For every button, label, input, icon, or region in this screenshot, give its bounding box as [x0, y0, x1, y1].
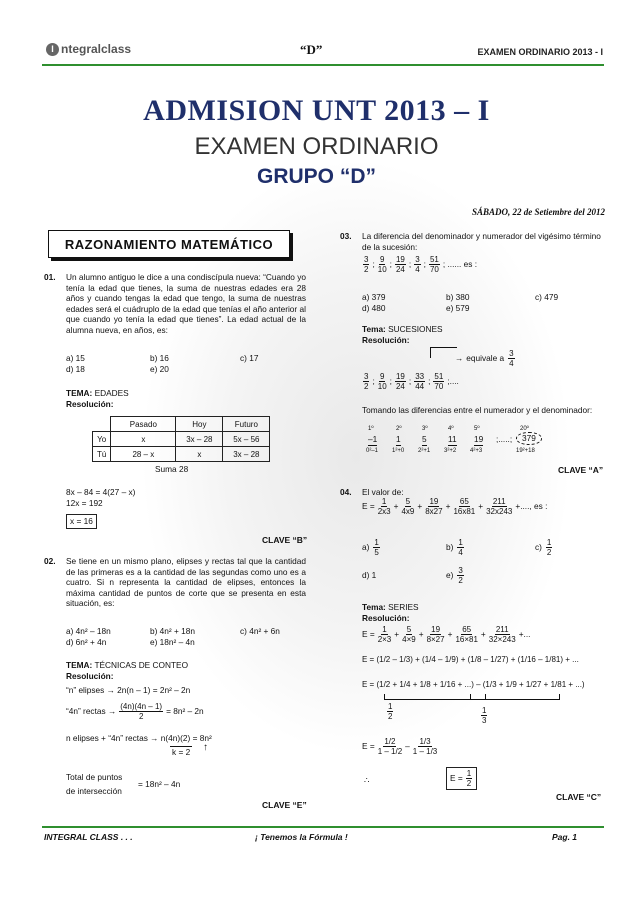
diff-ordinal: 20º: [520, 426, 529, 432]
table-head: Futuro: [223, 417, 270, 432]
q01-opt-b: b) 16: [150, 353, 169, 363]
q01-opt-a: a) 15: [66, 353, 85, 363]
q03-opt-b: b) 380: [446, 292, 470, 302]
q03-opt-c: c) 479: [535, 292, 559, 302]
table-cell: x: [176, 447, 223, 462]
diff-formula: 4²+3: [470, 448, 483, 454]
q02-opt-d: d) 6n² + 4n: [66, 637, 107, 647]
q04-opt-b: b) $\frac{1}{4}$: [446, 538, 463, 557]
q04-step3: E = (1/2 + 1/4 + 1/8 + 1/16 + ...) – (1/3 + 1/9 + 1/27 + 1/81 + ...): [362, 680, 585, 689]
q03-text: La diferencia del denominador y numerador del vigésimo término de la sucesión:: [362, 231, 601, 252]
q01-clave: CLAVE “B”: [262, 535, 308, 545]
q03-text2: Tomando las diferencias entre el numerador y el denominador:: [362, 405, 593, 415]
seq-end: ; ...... es :: [442, 259, 477, 270]
table-cell: x: [111, 432, 176, 447]
q03-sequence: $\frac{3}{2}$ ; $\frac{9}{10}$ ; $\frac{19}{24}$ ; $\frac{3}{4}$ ; $\frac{51}{70}$ ; ...... es :: [364, 255, 477, 274]
seq-term: $\frac{9}{10}$: [377, 255, 387, 274]
q03-differences: [366, 426, 606, 466]
q04-expression: E = $\frac{1}{2x3}$ + $\frac{5}{4x9}$ + $\frac{19}{8x27}$ + $\frac{65}{16x81}$ + $\frac{211}{32x243}$ +...., es :: [362, 497, 548, 516]
section-heading: RAZONAMIENTO MATEMÁTICO: [48, 230, 290, 258]
table-cell: 5x – 56: [223, 432, 270, 447]
series-term: $\frac{5}{4x9}$: [401, 497, 415, 516]
q02-line2-a: “4n” rectas →: [66, 706, 117, 717]
equiv-frac: $\frac{3}{4}$: [509, 349, 514, 368]
q01-opt-e: e) 20: [150, 364, 169, 374]
diff-ordinal: 1º: [368, 426, 374, 432]
diff-formula: 0²–1: [366, 448, 379, 454]
q01-eq2: 12x = 192: [66, 498, 103, 508]
q02-total1: Total de puntos: [66, 772, 123, 782]
integralclass-logo: [46, 42, 131, 56]
exam-date: SÁBADO, 22 de Setiembre del 2012: [472, 207, 605, 217]
seq-term: $\frac{9}{10}$: [377, 372, 387, 391]
q04-text: El valor de:: [362, 487, 404, 497]
diff-value: –1: [368, 434, 378, 444]
diff-formula: 1²+0: [392, 448, 405, 454]
q04-clave: CLAVE “C”: [556, 792, 602, 802]
q03-clave: CLAVE “A”: [558, 465, 604, 475]
q02-opt-b: b) 4n² + 18n: [150, 626, 195, 636]
subtitle: EXAMEN ORDINARIO: [194, 133, 439, 160]
seq-term: $\frac{33}{44}$: [415, 372, 425, 391]
q01-tema-label: TEMA:: [66, 388, 93, 398]
seq-term: $\frac{19}{24}$: [395, 255, 405, 274]
header-group: “D”: [300, 42, 323, 57]
seq-term: $\frac{3}{4}$: [415, 255, 420, 274]
q04-opt-d: d) 1: [362, 570, 377, 580]
header-rule: [42, 64, 604, 66]
up-arrow-icon: ↑: [203, 742, 208, 753]
seq-term: $\frac{51}{70}$: [429, 255, 439, 274]
diff-ordinal: 4º: [448, 426, 454, 432]
q02-tema: TÉCNICAS DE CONTEO: [94, 660, 189, 670]
diff-value: 1: [396, 434, 401, 444]
q03-resolucion: Resolución:: [362, 335, 410, 345]
diff-ordinal: 3º: [422, 426, 428, 432]
table-cell: 3x – 28: [223, 447, 270, 462]
geo-sum-half: $\frac{1}{2}$: [388, 702, 393, 721]
q04-opt-c: c) $\frac{1}{2}$: [535, 538, 552, 557]
q02-fraction: $\frac{(4n)(4n - 1)}{2}$: [120, 702, 163, 721]
series-term: $\frac{1}{2x3}$: [377, 497, 391, 516]
series-term: $\frac{65}{16x81}$: [453, 497, 476, 516]
logo-mark-icon: I: [46, 43, 59, 56]
q02-k: k = 2: [172, 747, 191, 757]
table-cell: Tú: [93, 447, 111, 462]
q03-opt-d: d) 480: [362, 303, 386, 313]
q02-line3: n elipses + “4n” rectas → n(4n)(2) = 8n²: [66, 733, 212, 743]
q01-eq1: 8x – 84 = 4(27 – x): [66, 487, 136, 497]
q01-opt-d: d) 18: [66, 364, 85, 374]
main-title: ADMISION UNT 2013 – I: [143, 94, 490, 127]
group-title: GRUPO “D”: [256, 165, 376, 188]
arrow-bracket: [430, 347, 457, 358]
header-exam: EXAMEN ORDINARIO 2013 - I: [477, 47, 603, 57]
q01-number: 01.: [44, 272, 56, 282]
q02-clave: CLAVE “E”: [262, 800, 307, 810]
diff-formula: 3²+2: [444, 448, 457, 454]
q02-opt-a: a) 4n² – 18n: [66, 626, 111, 636]
q02-opt-c: c) 4n² + 6n: [240, 626, 280, 636]
q04-step4: E = $\frac{1/2}{1 - 1/2}$ – $\frac{1/3}{1 - 1/3}$: [362, 737, 438, 756]
footer-page: Pag. 1: [552, 832, 578, 842]
q02-resolucion: Resolución:: [66, 671, 114, 681]
diff-value: 5: [422, 434, 427, 444]
equiv-label: equivale a: [466, 353, 505, 364]
q02-line1: “n” elipses → 2n(n – 1) = 2n² – 2n: [66, 685, 191, 695]
q01-resolucion: Resolución:: [66, 399, 114, 409]
background-photo: [70, 160, 590, 820]
seq-term: $\frac{3}{2}$: [364, 372, 369, 391]
diff-value: 19: [474, 434, 484, 444]
footer-left: INTEGRAL CLASS . . .: [44, 832, 133, 842]
q04-answer: E = $\frac{1}{2}$: [446, 767, 477, 790]
q02-line2: [66, 702, 204, 721]
footer-center: ¡ Tenemos la Fórmula !: [255, 832, 348, 842]
diff-ordinal: 2º: [396, 426, 402, 432]
q03-equivalence: [455, 349, 516, 368]
diff-answer: 379: [516, 432, 542, 445]
q01-table: [92, 416, 270, 462]
therefore-icon: ∴: [364, 775, 370, 785]
q04-opt-a: a) $\frac{1}{5}$: [362, 538, 379, 557]
ellipsis: ;.....;: [496, 434, 513, 444]
q01-tema: EDADES: [94, 388, 129, 398]
table-head: Hoy: [176, 417, 223, 432]
diff-value: 11: [448, 434, 457, 444]
q03-number: 03.: [340, 231, 352, 241]
q02-text: Se tiene en un mismo plano, elipses y rectas tal que la cantidad de las primeras es a la cantidad de las segundas como uno es a cuatro. Si n representa la cantidad de elipses, entonces la máxima cantidad de puntos de corte que se presenta en esta situación, es:: [66, 556, 306, 608]
logo-text: ntegralclass: [61, 42, 132, 56]
series-term: $\frac{211}{32x243}$: [486, 497, 513, 516]
q03-tema: SUCESIONES: [388, 324, 443, 334]
q04-opt-e: e) $\frac{3}{2}$: [446, 566, 463, 585]
q03-opt-a: a) 379: [362, 292, 386, 302]
brace-right: [470, 694, 560, 700]
seq-term: $\frac{19}{24}$: [395, 372, 405, 391]
right-arrow-icon: →: [455, 353, 464, 364]
q02-line2-b: = 8n² – 2n: [166, 706, 204, 717]
table-head: Pasado: [111, 417, 176, 432]
q03-opt-e: e) 579: [446, 303, 470, 313]
q02-tema-label: TEMA:: [66, 660, 93, 670]
q04-number: 04.: [340, 487, 352, 497]
q01-opt-c: c) 17: [240, 353, 259, 363]
seq-term: $\frac{51}{70}$: [434, 372, 444, 391]
table-cell: 3x – 28: [176, 432, 223, 447]
q01-text: Un alumno antiguo le dice a una condiscípula nueva: “Cuando yo tenía la edad que tienes, la suma de nuestras edades era 28 años y cuando tengas la edad que tengo, la suma de nuestras edades será el cuádruplo de la edad que tenías el año anterior al que cuando yo tenía la edad que tienes”. La edad actual de la alumna nueva, en años, es:: [66, 272, 306, 335]
q02-opt-e: e) 18n² – 4n: [150, 637, 195, 647]
table-cell: Yo: [93, 432, 111, 447]
q01-answer: x = 16: [66, 514, 97, 529]
q01-suma: Suma 28: [155, 464, 189, 474]
seq-term: $\frac{3}{2}$: [364, 255, 369, 274]
q04-tema: SERIES: [388, 602, 419, 612]
q04-step2: E = (1/2 – 1/3) + (1/4 – 1/9) + (1/8 – 1/27) + (1/16 – 1/81) + ...: [362, 655, 579, 664]
q04-step1: E = $\frac{1}{2\times 3}$ + $\frac{5}{4\times 9}$ + $\frac{19}{8\times 27}$ + $\frac{65}{16\times 81}$ + $\frac{211}{32\times 243}$ +...: [362, 625, 531, 644]
q04-resolucion: Resolución:: [362, 613, 410, 623]
footer-rule: [42, 826, 604, 828]
geo-sum-third: $\frac{1}{3}$: [482, 706, 487, 725]
q02-total2: de intersección: [66, 786, 122, 796]
diff-formula: 19²+18: [516, 448, 535, 454]
q02-total3: = 18n² – 4n: [138, 779, 181, 789]
q03-tema-label: Tema:: [362, 324, 386, 334]
q04-tema-label: Tema:: [362, 602, 386, 612]
q03-sequence2: $\frac{3}{2}$ ; $\frac{9}{10}$ ; $\frac{19}{24}$ ; $\frac{33}{44}$ ; $\frac{51}{70}$ ;....: [364, 372, 459, 391]
q02-number: 02.: [44, 556, 56, 566]
diff-ordinal: 5º: [474, 426, 480, 432]
diff-formula: 2²+1: [418, 448, 431, 454]
table-cell: 28 – x: [111, 447, 176, 462]
series-term: $\frac{19}{8x27}$: [425, 497, 443, 516]
